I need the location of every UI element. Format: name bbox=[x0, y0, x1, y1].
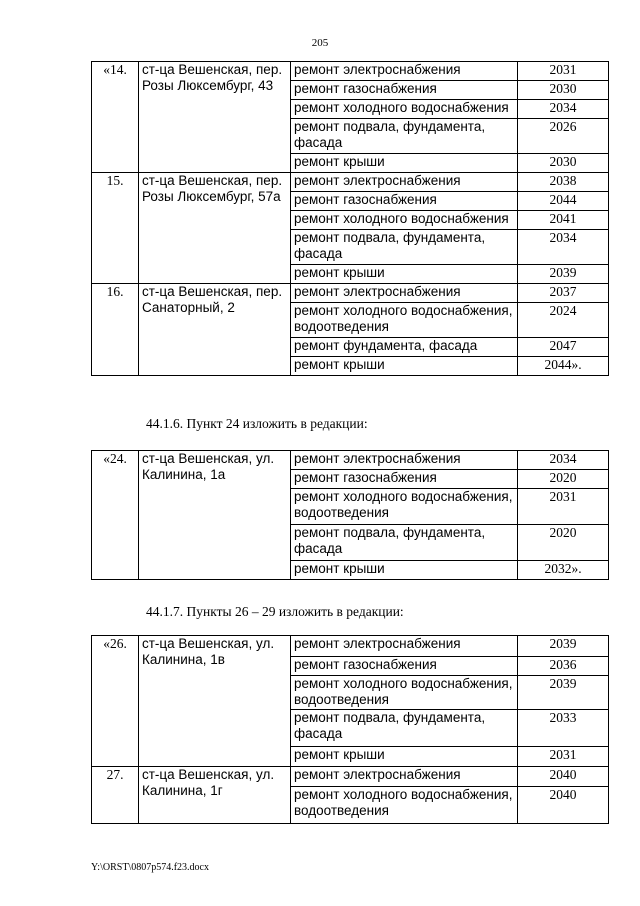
work-type: ремонт холодного водоснабжения bbox=[291, 211, 518, 230]
work-year: 2034 bbox=[518, 230, 609, 265]
work-year: 2047 bbox=[518, 338, 609, 357]
work-year: 2034 bbox=[518, 100, 609, 119]
page-number: 205 bbox=[311, 37, 329, 49]
work-type: ремонт холодного водоснабжения, водоотведения bbox=[291, 676, 518, 710]
work-year: 2044 bbox=[518, 192, 609, 211]
item-address: ст-ца Вешенская, ул. Калинина, 1а bbox=[139, 451, 291, 580]
item-number: «26. bbox=[92, 636, 139, 767]
work-type: ремонт электроснабжения bbox=[291, 636, 518, 657]
work-year: 2032». bbox=[518, 561, 609, 580]
item-address: ст-ца Вешенская, пер. Розы Люксембург, 43 bbox=[139, 62, 291, 173]
work-year: 2039 bbox=[518, 265, 609, 284]
table-row bbox=[92, 636, 609, 657]
work-year: 2033 bbox=[518, 710, 609, 747]
work-year: 2030 bbox=[518, 154, 609, 173]
work-year: 2044». bbox=[518, 357, 609, 376]
work-type: ремонт холодного водоснабжения, водоотведения bbox=[291, 303, 518, 338]
table-items-26-29 bbox=[91, 635, 609, 824]
work-type: ремонт холодного водоснабжения, водоотведения bbox=[291, 489, 518, 525]
table-item-24 bbox=[91, 450, 609, 580]
item-address: ст-ца Вешенская, пер. Розы Люксембург, 57а bbox=[139, 173, 291, 284]
work-year: 2031 bbox=[518, 489, 609, 525]
work-type: ремонт подвала, фундамента, фасада bbox=[291, 525, 518, 561]
work-type: ремонт газоснабжения bbox=[291, 657, 518, 676]
work-year: 2026 bbox=[518, 119, 609, 154]
instruction-items-26-29: 44.1.7. Пункты 26 – 29 изложить в редакции: bbox=[146, 604, 404, 619]
item-number: «14. bbox=[92, 62, 139, 173]
work-type: ремонт крыши bbox=[291, 154, 518, 173]
work-type: ремонт крыши bbox=[291, 265, 518, 284]
work-year: 2040 bbox=[518, 787, 609, 824]
work-type: ремонт газоснабжения bbox=[291, 470, 518, 489]
work-type: ремонт подвала, фундамента, фасада bbox=[291, 119, 518, 154]
item-address: ст-ца Вешенская, ул. Калинина, 1г bbox=[139, 767, 291, 824]
work-year: 2039 bbox=[518, 636, 609, 657]
item-number: 27. bbox=[92, 767, 139, 824]
item-number: 16. bbox=[92, 284, 139, 376]
work-year: 2037 bbox=[518, 284, 609, 303]
table-row bbox=[92, 173, 609, 192]
item-address: ст-ца Вешенская, пер. Санаторный, 2 bbox=[139, 284, 291, 376]
work-year: 2039 bbox=[518, 676, 609, 710]
work-type: ремонт газоснабжения bbox=[291, 81, 518, 100]
work-year: 2030 bbox=[518, 81, 609, 100]
work-year: 2024 bbox=[518, 303, 609, 338]
item-address: ст-ца Вешенская, ул. Калинина, 1в bbox=[139, 636, 291, 767]
work-year: 2038 bbox=[518, 173, 609, 192]
work-year: 2034 bbox=[518, 451, 609, 470]
work-year: 2036 bbox=[518, 657, 609, 676]
table-top bbox=[91, 61, 609, 376]
work-type: ремонт электроснабжения bbox=[291, 284, 518, 303]
work-type: ремонт подвала, фундамента, фасада bbox=[291, 710, 518, 747]
item-number: «24. bbox=[92, 451, 139, 580]
table-row bbox=[92, 62, 609, 81]
work-type: ремонт крыши bbox=[291, 747, 518, 767]
work-type: ремонт крыши bbox=[291, 357, 518, 376]
work-type: ремонт холодного водоснабжения, водоотведения bbox=[291, 787, 518, 824]
work-type: ремонт холодного водоснабжения bbox=[291, 100, 518, 119]
table-row bbox=[92, 284, 609, 303]
work-type: ремонт подвала, фундамента, фасада bbox=[291, 230, 518, 265]
work-year: 2020 bbox=[518, 525, 609, 561]
work-year: 2040 bbox=[518, 767, 609, 787]
table-row bbox=[92, 451, 609, 470]
work-type: ремонт электроснабжения bbox=[291, 767, 518, 787]
item-number: 15. bbox=[92, 173, 139, 284]
work-year: 2041 bbox=[518, 211, 609, 230]
work-type: ремонт крыши bbox=[291, 561, 518, 580]
work-year: 2020 bbox=[518, 470, 609, 489]
work-type: ремонт электроснабжения bbox=[291, 451, 518, 470]
instruction-item-24: 44.1.6. Пункт 24 изложить в редакции: bbox=[146, 416, 368, 431]
work-type: ремонт электроснабжения bbox=[291, 173, 518, 192]
work-year: 2031 bbox=[518, 747, 609, 767]
footer-file-path: Y:\ORST\0807p574.f23.docx bbox=[91, 862, 209, 873]
work-type: ремонт электроснабжения bbox=[291, 62, 518, 81]
table-row bbox=[92, 767, 609, 787]
work-type: ремонт фундамента, фасада bbox=[291, 338, 518, 357]
work-type: ремонт газоснабжения bbox=[291, 192, 518, 211]
work-year: 2031 bbox=[518, 62, 609, 81]
